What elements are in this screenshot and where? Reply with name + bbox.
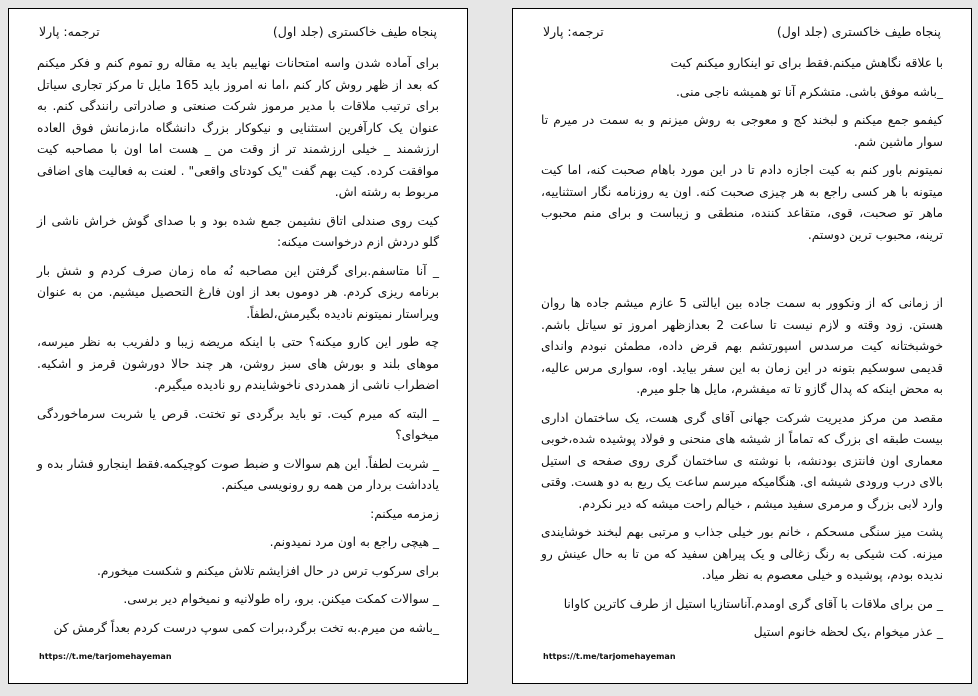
document-page-right (512, 8, 972, 684)
paragraph: _ عذر میخوام ،یک لحظه خانوم استیل (753, 625, 943, 639)
paragraph: برای سرکوب ترس در حال افزایشم تلاش میکنم و شکست میخورم. (96, 563, 439, 578)
document-page-left (8, 8, 468, 684)
page-body (37, 53, 439, 646)
paragraph: مقصد من مرکز مدیریت شرکت جهانی آقای گری هست، یک ساختمان اداری بیست طبقه ای بزرگ که تماماً از شیشه های منحنی و فولاد پوشیده شده،خوبی معماری اون فانتزی بودنشه، با نوشته ی ساختمان گری روی صفحه ی استیل بالای درب ورودی شیشه ای. هنگامیکه میرسم ساعت یک ربع به دو هست. وقتی وارد لابی بزرگ و مرمری سفید میشم ، خیالم راحت میشه که دیر نکردم. (541, 410, 943, 511)
translator-credit: ترجمه: پارلا (543, 24, 604, 39)
paragraph: _باشه من میرم.به تخت برگرد،برات کمی سوپ درست کردم بعداً گرمش کن (53, 620, 439, 635)
page-header (39, 23, 437, 43)
paragraph: _ هیچی راجع به اون مرد نمیدونم. (269, 535, 439, 549)
book-title: پنجاه طیف خاکستری (جلد اول) (776, 24, 941, 39)
paragraph: _ آنا متاسفم.برای گرفتن این مصاحبه نُه ماه زمان صرف کردم و شش بار برنامه ریزی کردم. هر دوموں بعد از اون فارغ التحصیل میشیم. من به عنوان ویراستار نمیتونم نادیده بگیرمش،لطفاً. (37, 263, 439, 321)
paragraph: _ البته که میرم کیت. تو باید برگردی تو تختت. قرص یا شربت سرماخوردگی میخوای؟ (37, 406, 439, 442)
paragraph: زمزمه میکنم: (370, 506, 439, 521)
book-title: پنجاه طیف خاکستری (جلد اول) (272, 24, 437, 39)
paragraph-gap (541, 253, 943, 293)
paragraph: از زمانی که از ونکوور به سمت جاده بین ایالتی 5 عازم میشم جاده ها روان هستن. زود وقته و لازم نیست تا ساعت 2 بعدازظهر امروز تو سیاتل باشم. خوشبختانه کیت مرسدس اسپورتشم بهم قرض داده، مطمئن نبودم واندای قدیمی سوسکیم بتونه در این زمان به این سفر بیاید. اوه، سواری مرس عالیه، به محض اینکه که پدال گازو تا ته میفشرم، مایل ها جلو میرم. (541, 296, 943, 396)
paragraph: _ من برای ملاقات با آقای گری اومدم.آناستازیا استیل از طرف کاترین کاوانا (563, 596, 943, 611)
paragraph: پشت میز سنگی مسحکم ، خانم بور خیلی جذاب و مرتبی بهم لبخند خوشایندی میزنه. کت شیکی به رنگ زغالی و یک پیراهن سفید که من تا به حال عینش رو ندیده بودم، پوشیده و خیلی معصوم به نظر میاد. (541, 525, 943, 582)
paragraph: نمیتونم باور کنم به کیت اجازه دادم تا در این مورد باهام صحبت کنه، اما کیت میتونه با هر کسی راجع به هر چیزی صحبت کنه. اون یه روزنامه نگار استثناییه، ماهر تو صحبت، قوی، متقاعد کننده، منطقی و زیباست و برای منم محبوب ترینه، محبوب ترین دوستم. (541, 163, 943, 242)
paragraph: چه طور این کارو میکنه؟ حتی با اینکه مریضه زیبا و دلفریب به نظر میرسه، موهای بلند و بورش های سبز روشن، هر چند حالا دورشون قرمز و اشکیه. اضطراب ناشی از همدردی ناخوشایندم رو نادیده میگیرم. (37, 335, 439, 392)
paragraph: _باشه موفق باشی. متشکرم آنا تو همیشه ناجی منی. (676, 84, 943, 99)
page-header (543, 23, 941, 43)
paragraph: با علاقه نگاهش میکنم.فقط برای تو اینکارو میکنم کیت (670, 56, 943, 70)
paragraph: _ شربت لطفاً. این هم سوالات و ضبط صوت کوچیکمه.فقط اینجارو فشار بده و یادداشت بردار من همه رو رونویسی میکنم. (37, 456, 439, 492)
translator-credit: ترجمه: پارلا (39, 24, 100, 39)
paragraph: برای آماده شدن واسه امتحانات نهاییم باید یه مقاله رو تموم کنم و فکر میکنم که بعد از ظهر روش کار کنم ،اما نه امروز باید 165 مایل تا مرکز تجاری سیاتل برای ترتیب ملاقات با مدیر مرموز شرکت صنعتی و صادراتی رانندگی کنم. به عنوان یک کارآفرین استثنایی و نیکوکار بزرگ دانشگاه ما،زمانش فوق العاده ارزشمند _ خیلی ارزشمند تر از وقت من _ هست اما اون با مصاحبه کیت موافقت کرده. کیت بهم گفت "یک کودتای واقعی" . لعنت به فعالیت های اضافی مربوط به رشته اش. (37, 56, 439, 199)
paragraph: کیفمو جمع میکنم و لبخند کج و معوجی به روش میزنم و به سمت در میرم تا سوار ماشین شم. (541, 113, 943, 149)
footer-link[interactable]: https://t.me/tarjomehayeman (39, 652, 172, 661)
paragraph: کیت روی صندلی اتاق نشیمن جمع شده بود و با صدای گوش خراش ناشی از گلو دردش ازم درخواست میکنه: (37, 213, 439, 249)
paragraph: _ سوالات کمکت میکنن. برو، راه طولانیه و نمیخوام دیر برسی. (123, 592, 439, 606)
footer-link[interactable]: https://t.me/tarjomehayeman (543, 652, 676, 661)
page-body (541, 53, 943, 651)
